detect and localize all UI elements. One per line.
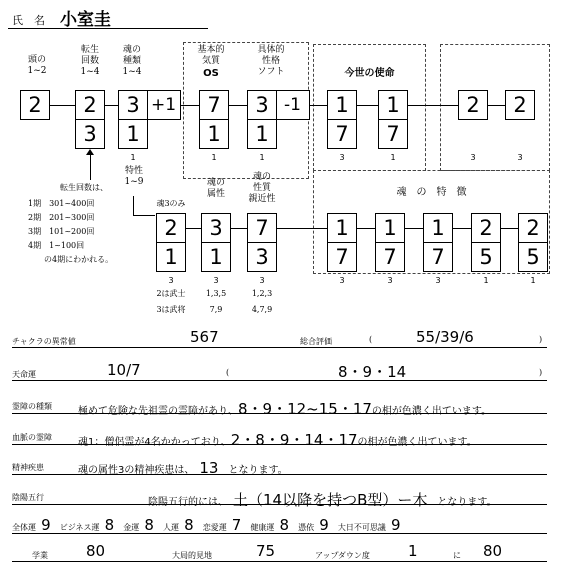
luck-value: 8 [184,516,194,534]
reincarnation-note-line: 4期 1~100回 [28,241,85,250]
feature-1-small: 3 [339,276,345,285]
basic-header: 基本的 気質 [197,45,225,66]
name-label: 氏 名 [12,14,45,27]
soul3-note-1: 2は武士 [156,289,186,298]
soul-type-header: 魂の 種類 1~4 [122,45,142,77]
soul3-label: 魂3のみ [156,199,186,208]
yinyang-pre: 陰陽五行的には、 [148,497,223,508]
concrete-header: 具体的 性格 ソフト [257,45,285,77]
concrete-box-bottom: 1 [247,119,277,149]
soul3-note-2: 3は武将 [156,305,186,314]
luck-label: ビジネス運 [59,523,100,532]
feature-box-3-bottom: 7 [423,242,453,272]
view-value: 75 [256,542,276,560]
minus-one-box: -1 [276,90,310,120]
study-value: 80 [86,542,106,560]
bracket-line [133,215,155,216]
arrow-up-icon [86,149,94,155]
feature-box-5-bottom: 5 [518,242,548,272]
luck-label: 恋愛運 [202,523,227,532]
connector-line [310,105,328,106]
head-header: 頭の 1~2 [27,55,47,76]
obstacle-post: の相が色濃く出ています。 [371,406,492,417]
basic-small: 1 [211,153,217,162]
luck-label: 全体運 [12,523,36,532]
feature-box-5-top: 2 [518,213,548,243]
obstacle-label: 霊障の種類 [12,402,52,411]
basic-box-bottom: 1 [199,119,229,149]
yinyang-post: となります。 [437,497,497,508]
ni-label: に [453,551,461,560]
plus-one-box: +1 [147,90,181,120]
luck-label: 人運 [162,523,179,532]
luck-value: 8 [279,516,290,534]
mental-label: 精神疾患 [12,463,44,472]
connector-line [186,228,201,229]
luck-value: 9 [41,516,51,534]
destiny-label: 天命運 [12,370,36,379]
total-value: 55/39/6 [416,328,474,346]
row-underline [12,533,547,534]
reincarnation-note-line: の4期にわかれる。 [44,255,114,264]
mission-1-small: 3 [339,153,345,162]
mental-number: 13 [199,459,219,477]
attribute-box-bottom: 1 [201,242,231,272]
features-header: 魂 の 特 徴 [396,187,467,198]
blood-pre: 魂1：僧侶霊が4名かかっており、 [78,437,231,448]
blood-post: の相が色濃く出ています。 [357,437,477,448]
luck-value: 9 [391,516,401,534]
connector-line [501,228,518,229]
mission-2-small: 1 [390,153,396,162]
soul-type-small: 1 [130,153,136,162]
nature-box-bottom: 3 [247,242,277,272]
reincarnation-box-bottom: 3 [75,119,105,149]
connector-line [488,105,505,106]
nature-note-2: 4,7,9 [251,305,273,314]
row-underline [12,413,547,414]
connector-line [405,228,423,229]
nature-header: 魂の 性質 親近性 [248,172,276,204]
bracket-line [133,196,134,215]
mental-pre: 魂の属性3の精神疾患は、 [78,465,190,476]
reincarnation-note-line: 3期 101~200回 [28,227,95,236]
attribute-note-2: 7,9 [209,305,223,314]
obstacle-numbers: 8・9・12~15・17 [238,400,372,418]
destiny-list: 8・9・14 [338,363,407,381]
nature-box-top: 7 [247,213,277,243]
luck-value: 7 [231,516,242,534]
right-1-small: 3 [470,153,476,162]
mission-box-2-top: 1 [378,90,408,120]
attribute-small: 3 [213,276,219,285]
row-underline [12,444,547,445]
row-underline [12,474,547,475]
luck-label: 大日不可思議 [337,523,386,532]
feature-5-small: 1 [530,276,536,285]
soul-type-box-bottom: 1 [118,119,148,149]
connector-line [453,228,471,229]
person-name: 小室圭 [60,10,111,30]
attribute-header: 魂の 属性 [206,178,225,199]
concrete-small: 1 [259,153,265,162]
nature-note-1: 1,2,3 [251,289,273,298]
feature-4-small: 1 [483,276,489,285]
reincarnation-note-line: 1期 301~400回 [28,199,95,208]
paren-close: ) [539,335,543,344]
mission-box-1-top: 1 [327,90,357,120]
basic-box-top: 7 [199,90,229,120]
mission-box-1-bottom: 7 [327,119,357,149]
attribute-box-top: 3 [201,213,231,243]
feature-box-4-bottom: 5 [471,242,501,272]
chakra-label: チャクラの異常値 [12,337,76,346]
connector-line [231,228,247,229]
view-label: 大局的見地 [172,551,212,560]
row-underline [12,561,547,562]
feature-box-1-bottom: 7 [327,242,357,272]
reincarnation-box-top: 2 [75,90,105,120]
luck-value: 9 [319,516,329,534]
mission-box-2-bottom: 7 [378,119,408,149]
yinyang-text [148,489,497,510]
reincarnation-note-line: 2期 201~300回 [28,213,95,222]
total-label: 総合評価 [300,337,332,346]
feature-box-2-bottom: 7 [375,242,405,272]
yinyang-label: 陰陽五行 [12,493,44,502]
name-underline [8,28,208,29]
concrete-box-top: 3 [247,90,277,120]
updown-value: 1 [408,542,418,560]
study-label: 学業 [32,551,48,560]
connector-line [408,105,458,106]
connector-line [357,228,375,229]
blood-label: 血脈の霊障 [12,433,52,442]
feature-2-small: 3 [387,276,393,285]
blood-numbers: 2・8・9・14・17 [230,431,358,449]
connector-line [357,105,378,106]
mission-header: 今世の使命 [344,68,395,79]
ni-value: 80 [483,542,503,560]
row-underline [12,347,547,348]
destiny-value: 10/7 [107,361,141,379]
row-underline [12,504,547,505]
mental-post: となります。 [228,465,288,476]
paren-open: ( [369,335,373,344]
obstacle-pre: 極めて危険な先祖霊の霊障があり、 [78,406,238,417]
feature-box-1-top: 1 [327,213,357,243]
obstacle-text [78,398,491,419]
connector-line [229,105,247,106]
reincarnation-header: 転生 回数 1~4 [80,45,100,77]
reincarnation-note-title: 転生回数は、 [60,183,108,192]
connector-line [105,105,118,106]
feature-box-2-top: 1 [375,213,405,243]
feature-box-3-top: 1 [423,213,453,243]
chakra-value: 567 [190,328,219,346]
connector-line [181,105,200,106]
head-box: 2 [20,90,50,120]
soul3-small: 3 [168,276,174,285]
os-label: OS [203,68,219,79]
luck-value: 8 [104,516,115,534]
luck-value: 8 [144,516,154,534]
soul-type-box-top: 3 [118,90,148,120]
attribute-note-1: 1,3,5 [205,289,227,298]
soul-trait-label: 特性 1~9 [124,166,144,187]
arrow-shaft [90,152,91,180]
row-underline [12,380,547,381]
luck-label: 健康運 [250,523,275,532]
feature-box-4-top: 2 [471,213,501,243]
soul3-box-top: 2 [156,213,186,243]
updown-label: アップダウン度 [315,551,370,560]
connector-line [277,228,327,229]
luck-row [12,515,401,534]
right-box-1: 2 [458,90,488,120]
connector-line [50,105,75,106]
yinyang-value: 土（14以降を持つB型）ー木 [233,491,428,509]
right-box-2: 2 [505,90,535,120]
paren-open: ( [226,368,230,377]
nature-small: 3 [259,276,265,285]
luck-label: 憑依 [298,523,315,532]
feature-3-small: 3 [435,276,441,285]
paren-close: ) [539,368,543,377]
luck-label: 金運 [123,523,140,532]
soul3-box-bottom: 1 [156,242,186,272]
blood-text [78,429,477,450]
right-2-small: 3 [517,153,523,162]
